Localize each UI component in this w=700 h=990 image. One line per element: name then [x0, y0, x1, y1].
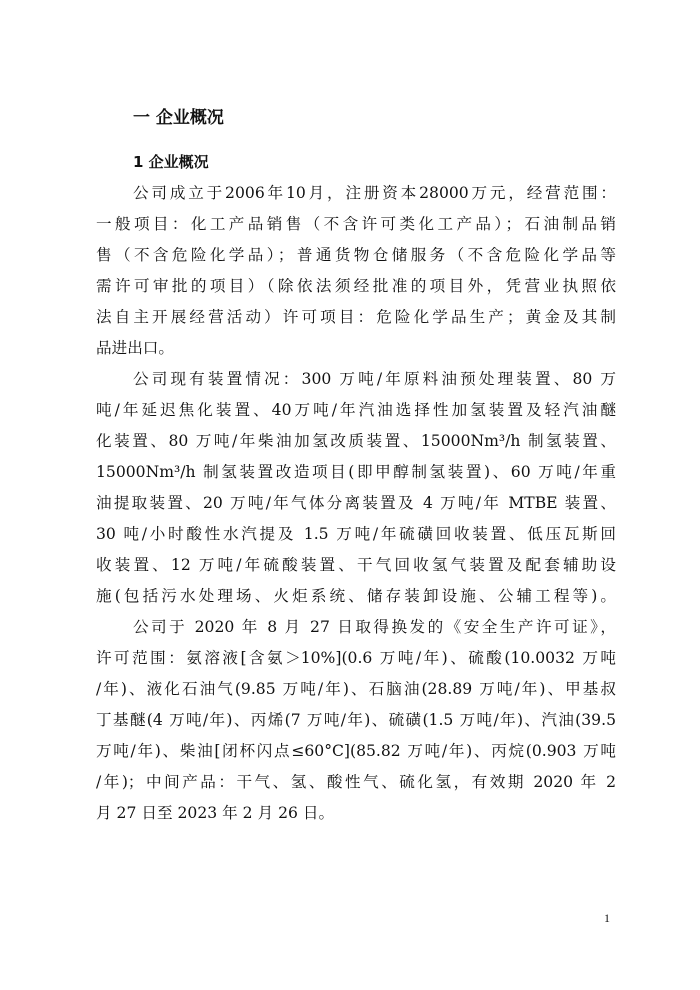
text-line: 售（不含危险化学品）；普通货物仓储服务（不含危险化学品等: [96, 246, 616, 264]
document-body: [96, 178, 616, 829]
text-line: 油提取装置、20 万吨/年气体分离装置及 4 万吨/年 MTBE 装置、: [96, 494, 616, 512]
text-line: 15000Nm³/h 制氢装置改造项目(即甲醇制氢装置)、60 万吨/年重: [96, 463, 616, 481]
text-line: 法自主开展经营活动）许可项目：危险化学品生产；黄金及其制: [96, 308, 616, 326]
text-line: 施(包括污水处理场、火炬系统、储存装卸设施、公辅工程等)。: [96, 587, 616, 605]
text-line: 万吨/年)、柴油[闭杯闪点≤60°C](85.82 万吨/年)、丙烷(0.903 万吨: [96, 742, 616, 760]
page-number: 1: [604, 911, 610, 925]
text-line: 公司于 2020 年 8 月 27 日取得换发的《安全生产许可证》，: [133, 618, 616, 636]
text-line: /年)、液化石油气(9.85 万吨/年)、石脑油(28.89 万吨/年)、甲基叔: [96, 680, 616, 698]
text-line: 30 吨/小时酸性水汽提及 1.5 万吨/年硫磺回收装置、低压瓦斯回: [96, 525, 616, 543]
paragraph-company-info: [96, 178, 616, 364]
text-line: 需许可审批的项目）（除依法须经批准的项目外，凭营业执照依: [96, 277, 616, 295]
paragraph-safety-license: [96, 612, 616, 829]
text-line: 品进出口。: [96, 339, 174, 357]
text-line: /年)；中间产品：干气、氢、酸性气、硫化氢，有效期 2020 年 2: [96, 773, 616, 791]
text-line: 吨/年延迟焦化装置、40万吨/年汽油选择性加氢装置及轻汽油醚: [96, 401, 616, 419]
sub-heading: 1 企业概况: [133, 153, 209, 171]
text-line: 公司现有装置情况：300 万吨/年原料油预处理装置、80 万: [133, 370, 616, 388]
text-line: 丁基醚(4 万吨/年)、丙烯(7 万吨/年)、硫磺(1.5 万吨/年)、汽油(39.5: [96, 711, 616, 729]
paragraph-facilities: [96, 364, 616, 612]
text-line: 化装置、80 万吨/年柴油加氢改质装置、15000Nm³/h 制氢装置、: [96, 432, 616, 450]
main-heading: 一 企业概况: [133, 108, 224, 128]
text-line: 许可范围：氨溶液[含氨＞10%](0.6 万吨/年)、硫酸(10.0032 万吨: [96, 649, 616, 667]
text-line: 公司成立于2006年10月，注册资本28000万元，经营范围：: [133, 184, 616, 202]
text-line: 一般项目：化工产品销售（不含许可类化工产品）；石油制品销: [96, 215, 616, 233]
text-line: 月 27 日至 2023 年 2 月 26 日。: [96, 804, 335, 822]
text-line: 收装置、12 万吨/年硫酸装置、干气回收氢气装置及配套辅助设: [96, 556, 616, 574]
